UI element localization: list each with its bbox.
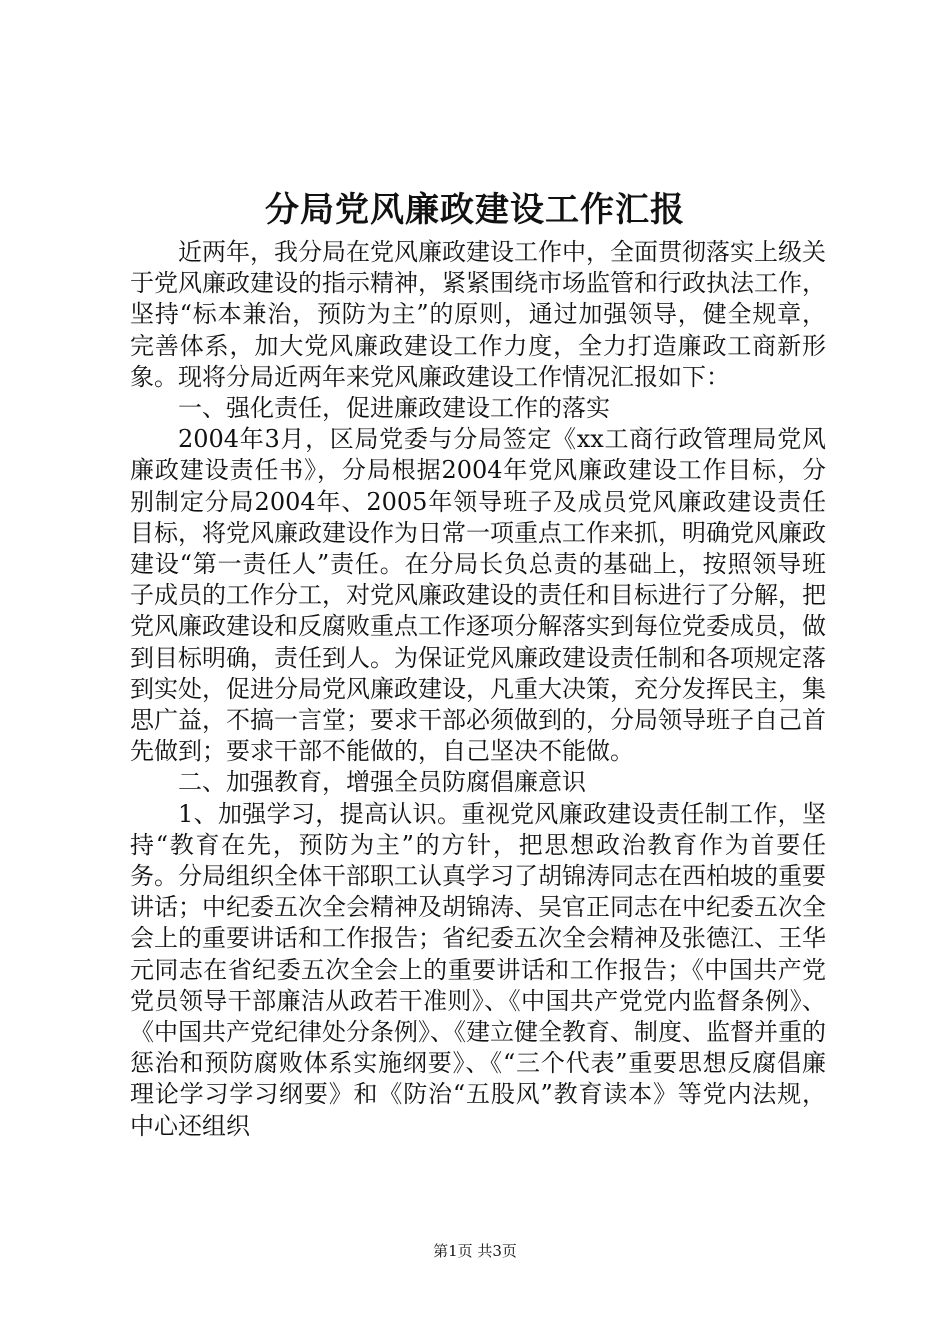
paragraph-responsibility: 2004年3月，区局党委与分局签定《xx工商行政管理局党风廉政建设责任书》，分局根据2004年党风廉政建设工作目标，分别制定分局2004年、2005年领导班子及成员党风廉政建设责任目标，将党风廉政建设作为日常一项重点工作来抓，明确党风廉政建设“第一责任人”责任。在分局长负总责的基础上，按照领导班子成员的工作分工，对党风廉政建设的责任和目标进行了分解，把党风廉政建设和反腐败重点工作逐项分解落实到每位党委成员，做到目标明确，责任到人。为保证党风廉政建设责任制和各项规定落到实处，促进分局党风廉政建设，凡重大决策，充分发挥民主，集思广益，不搞一言堂；要求干部必须做到的，分局领导班子自己首先做到；要求干部不能做的，自己坚决不能做。 xyxy=(130,425,826,766)
section-heading-2: 二、加强教育，增强全员防腐倡廉意识 xyxy=(178,768,586,797)
paragraph-education: 1、加强学习，提高认识。重视党风廉政建设责任制工作，坚持“教育在先，预防为主”的方针，把思想政治教育作为首要任务。分局组织全体干部职工认真学习了胡锦涛同志在西柏坡的重要讲话；中纪委五次全会精神及胡锦涛、吴官正同志在中纪委五次全会上的重要讲话和工作报告；省纪委五次全会精神及张德江、王华元同志在省纪委五次全会上的重要讲话和工作报告；《中国共产党党员领导干部廉洁从政若干准则》、《中国共产党党内监督条例》、《中国共产党纪律处分条例》、《建立健全教育、制度、监督并重的惩治和预防腐败体系实施纲要》、《“三个代表”重要思想反腐倡廉理论学习学习纲要》和《防治“五股风”教育读本》等党内法规，中心还组织 xyxy=(130,799,826,1140)
document-title: 分局党风廉政建设工作汇报 xyxy=(265,190,685,230)
page-footer: 第1页 共3页 xyxy=(433,1242,517,1260)
section-heading-1: 一、强化责任，促进廉政建设工作的落实 xyxy=(178,394,610,423)
document-body xyxy=(130,237,826,1142)
paragraph-intro: 近两年，我分局在党风廉政建设工作中，全面贯彻落实上级关于党风廉政建设的指示精神，紧紧围绕市场监管和行政执法工作，坚持“标本兼治，预防为主”的原则，通过加强领导，健全规章，完善体系，加大党风廉政建设工作力度，全力打造廉政工商新形象。现将分局近两年来党风廉政建设工作情况汇报如下： xyxy=(130,238,826,391)
